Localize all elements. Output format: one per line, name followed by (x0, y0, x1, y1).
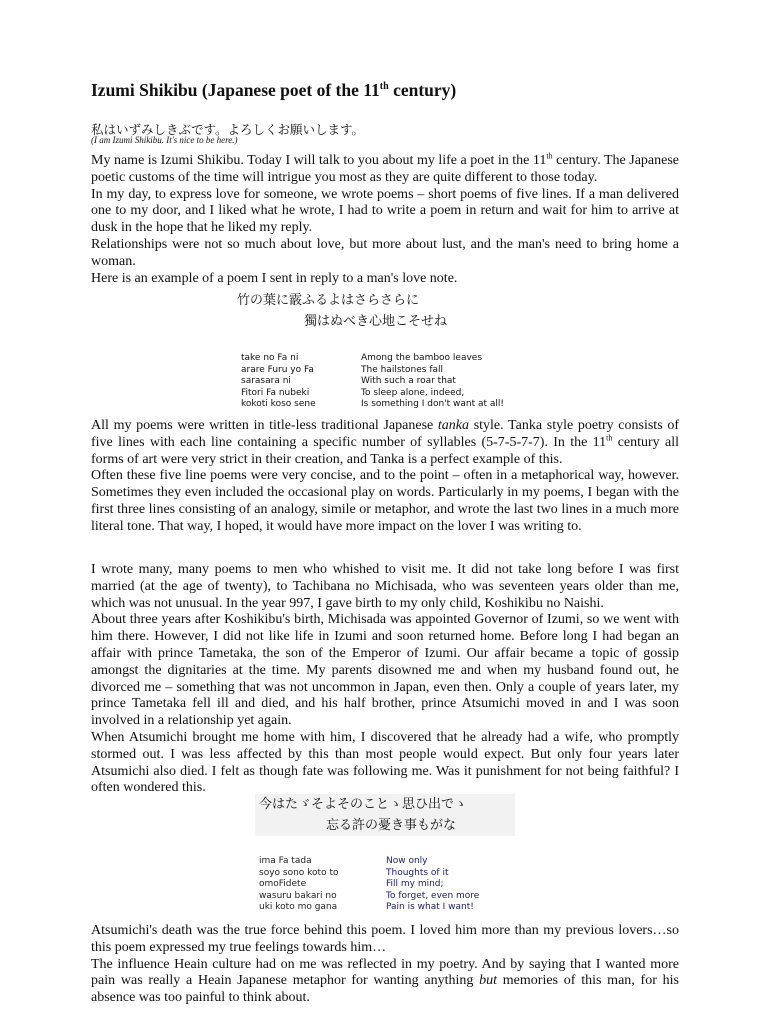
poem2-japanese: 今はたゞそよそのことゝ思ひ出でゝ 忘る許の憂き事もがな (255, 794, 515, 836)
closing-section (91, 923, 679, 1007)
life-section (91, 562, 679, 797)
intro-section (91, 153, 679, 287)
paragraph-death: Atsumichi's death was the true force behind this poem. I loved him more than my previous lovers…so this poem expressed my true feelings towards him… (91, 923, 679, 955)
paragraph-example-intro: Here is an example of a poem I sent in reply to a man's love note. (91, 270, 458, 286)
japanese-greeting: 私はいずみしきぶです。よろしくお願いします。 (91, 122, 365, 137)
paragraph-style: Often these five line poems were very concise, and to the point – often in a metaphorical way, however. Sometimes they even included the occasional play on words. Particularly in my poems, I began with the first three lines consisting of an analogy, simile or metaphor, and wrote the last two lines in a much more literal tone. That way, I hoped, it would have more impact on the lover I was writing to. (91, 468, 679, 534)
paragraph-relationships: Relationships were not so much about love, but more about lust, and the man's need to bring home a woman. (91, 236, 679, 269)
paragraph-atsumichi: When Atsumichi brought me home with him, I discovered that he already had a wife, who promptly stormed out. I was less affected by this than most people would expect. But only four years later Atsumichi also died. I felt as though fate was following me. Was it punishment for not being faithful? I often wondered this. (91, 729, 679, 796)
poem2-romaji: ima Fa tada soyo sono koto to omoFidete wasuru bakari no uki koto mo gana (259, 856, 339, 913)
poem1-columns (241, 353, 504, 411)
paragraph-marriage: I wrote many, many poems to men who whished to visit me. It did not take long before I was first married (at the age of twenty), to Tachibana no Michisada, who was seventeen years older than me, which was not unusual. In the year 997, I gave birth to my only child, Koshikibu no Naishi. (91, 562, 679, 611)
paragraph-tanka: All my poems were written in title-less traditional Japanese tanka style. Tanka style poetry consists of five lines with each line containing a specific number of syllables (5-7-5-7-7). In the 11th century all forms of art were very strict in their creation, and Tanka is a perfect example of this. (91, 418, 679, 467)
paragraph-influence: The influence Heain culture had on me was reflected in my poetry. And by saying that I wanted more pain was really a Heain Japanese metaphor for wanting anything but memories of this man, for his absence was too painful to think about. (91, 956, 679, 1006)
poem2-english: Now only Thoughts of it Fill my mind; To forget, even more Pain is what I want! (386, 856, 480, 913)
poem2-columns (259, 856, 479, 914)
poem1-romaji: take no Fa ni arare Furu yo Fa sarasara ni Fitori Fa nubeki kokoti koso sene (241, 353, 316, 410)
tanka-section (91, 418, 679, 536)
poem1-english: Among the bamboo leaves The hailstones fall With such a roar that To sleep alone, indeed, Is something I don't want at all! (361, 353, 505, 410)
greeting-translation: (I am Izumi Shikibu. It's nice to be here.) (91, 135, 238, 145)
poem-figure-1 (237, 290, 505, 412)
page-title: Izumi Shikibu (Japanese poet of the 11th century) (91, 80, 457, 100)
paragraph-affair: About three years after Koshikibu's birth, Michisada was appointed Governor of Izumi, so we went with him there. However, I did not like life in Izumi and soon returned home. Before long I had began an affair with prince Tametaka, the son of the Emperor of Izumi. Our affair became a topic of gossip amongst the dignitaries at the time. My parents disowned me and when my husband found out, he divorced me – something that was not uncommon in Japan, even then. Only a couple of years later, my prince Tametaka fell ill and died, and his half brother, prince Atsumichi moved in and I was soon involved in a relationship yet again. (91, 612, 679, 729)
paragraph-customs: In my day, to express love for someone, we wrote poems – short poems of five lines. If a man delivered one to my door, and I liked what he wrote, I had to write a poem in return and wait for him to arrive at dusk in the hope that he liked my reply. (91, 186, 679, 236)
paragraph-intro: My name is Izumi Shikibu. Today I will talk to you about my life a poet in the 11th century. The Japanese poetic customs of the time will intrigue you most as they are quite different to those today. (91, 151, 680, 185)
poem1-japanese: 竹の葉に霰ふるよはさらさらに 獨はぬべき心地こそせね (237, 293, 448, 329)
poem-figure-2 (255, 794, 515, 922)
